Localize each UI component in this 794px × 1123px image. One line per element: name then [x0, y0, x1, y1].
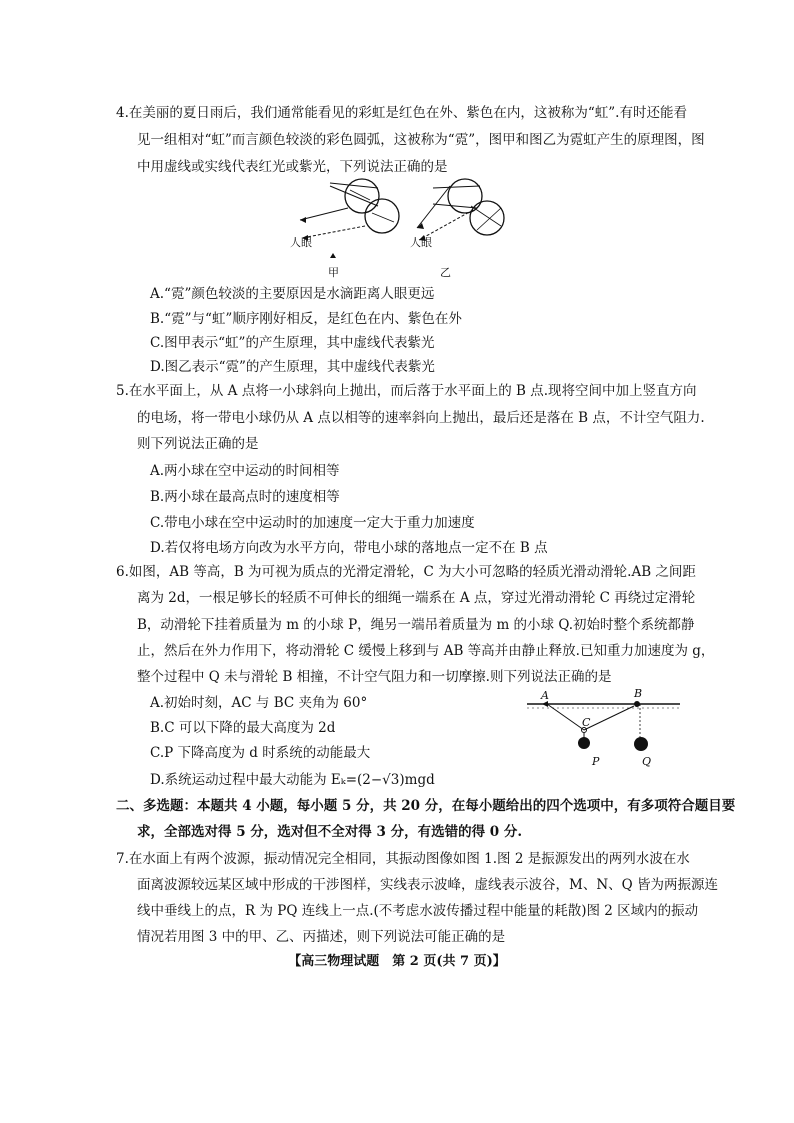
q5-option-a: A.两小球在空中运动的时间相等: [150, 463, 340, 479]
caption-jia: 甲: [328, 266, 339, 279]
q5-option-c: C.带电小球在空中运动时的加速度一定大于重力加速度: [150, 515, 475, 531]
q6-stem-line-4: 止，然后在外力作用下，将动滑轮 C 缓慢上移到与 AB 等高并由静止释放.已知重力加速度为 g，: [137, 643, 715, 659]
label-a: A: [541, 689, 549, 702]
label-p: P: [592, 755, 600, 768]
q6-option-d: D.系统运动过程中最大动能为 Eₖ=(2−√3)mgd: [150, 772, 435, 788]
page-footer: 【高三物理试题 第 2 页(共 7 页)】: [288, 954, 506, 969]
label-c: C: [582, 716, 591, 729]
q5-stem-line-3: 则下列说法正确的是: [137, 436, 259, 452]
q7-stem-line-1: 7.在水面上有两个波源，振动情况完全相同，其振动图像如图 1.图 2 是振源发出的两列水波在水: [116, 851, 690, 867]
section2-heading-line-2: 求，全部选对得 5 分，选对但不全对得 3 分，有选错的得 0 分.: [137, 824, 523, 840]
q4-option-d: D.图乙表示“霓”的产生原理，其中虚线代表紫光: [150, 359, 435, 375]
q6-stem-line-1: 6.如图，AB 等高，B 为可视为质点的光滑定滑轮，C 为大小可忽略的轻质光滑动滑轮.AB 之间距: [116, 564, 696, 580]
q6-stem-line-3: B，动滑轮下挂着质量为 m 的小球 P，绳另一端吊着质量为 m 的小球 Q.初始时整个系统都静: [137, 617, 695, 633]
rainbow-diagram-jia: [290, 178, 410, 278]
q4-option-b: B.“霓”与“虹”顺序刚好相反，是红色在内、紫色在外: [150, 311, 462, 327]
q6-option-c: C.P 下降高度为 d 时系统的动能最大: [150, 745, 371, 761]
q4-stem-line-3: 中用虚线或实线代表红光或紫光，下列说法正确的是: [137, 159, 448, 175]
eye-label-jia: 人眼: [290, 236, 312, 249]
q5-option-d: D.若仅将电场方向改为水平方向，带电小球的落地点一定不在 B 点: [150, 540, 548, 556]
q7-stem-line-2: 面离波源较远某区域中形成的干涉图样，实线表示波峰，虚线表示波谷，M、N、Q 皆为两振源连: [137, 877, 718, 893]
q6-stem-line-5: 整个过程中 Q 未与滑轮 B 相撞，不计空气阻力和一切摩擦.则下列说法正确的是: [137, 669, 612, 685]
q5-stem-line-1: 5.在水平面上，从 A 点将一小球斜向上抛出，而后落于水平面上的 B 点.现将空间中加上竖直方向: [116, 383, 697, 399]
rainbow-diagram-yi: [405, 178, 515, 278]
q6-stem-line-2: 离为 2d，一根足够长的轻质不可伸长的细绳一端系在 A 点，穿过光滑动滑轮 C 再绕过定滑轮: [137, 590, 696, 606]
q4-option-a: A.“霓”颜色较淡的主要原因是水滴距离人眼更远: [150, 286, 435, 302]
q6-option-b: B.C 可以下降的最大高度为 2d: [150, 720, 336, 736]
q5-stem-line-2: 的电场，将一带电小球仍从 A 点以相等的速率斜向上抛出，最后还是落在 B 点，不计空气阻力.: [137, 410, 705, 426]
q6-option-a: A.初始时刻，AC 与 BC 夹角为 60°: [150, 695, 368, 711]
q7-stem-line-4: 情况若用图 3 中的甲、乙、丙描述，则下列说法可能正确的是: [137, 929, 506, 945]
label-b: B: [634, 687, 643, 700]
section2-heading-line-1: 二、多选题：本题共 4 小题，每小题 5 分，共 20 分，在每小题给出的四个选项中，有多项符合题目要: [116, 798, 736, 814]
q7-stem-line-3: 线中垂线上的点，R 为 PQ 连线上一点.(不考虑水波传播过程中能量的耗散)图 2 区域内的振动: [137, 903, 699, 919]
q4-option-c: C.图甲表示“虹”的产生原理，其中虚线代表紫光: [150, 335, 435, 351]
caption-yi: 乙: [440, 266, 451, 279]
q4-stem-line-2: 见一组相对“虹”而言颜色较淡的彩色圆弧，这被称为“霓”，图甲和图乙为霓虹产生的原理图，图: [137, 132, 705, 148]
label-q: Q: [642, 755, 652, 768]
eye-label-yi: 人眼: [410, 236, 432, 249]
q4-stem-line-1: 4.在美丽的夏日雨后，我们通常能看见的彩虹是红色在外、紫色在内，这被称为“虹”.有时还能看: [116, 105, 687, 121]
q5-option-b: B.两小球在最高点时的速度相等: [150, 489, 340, 505]
